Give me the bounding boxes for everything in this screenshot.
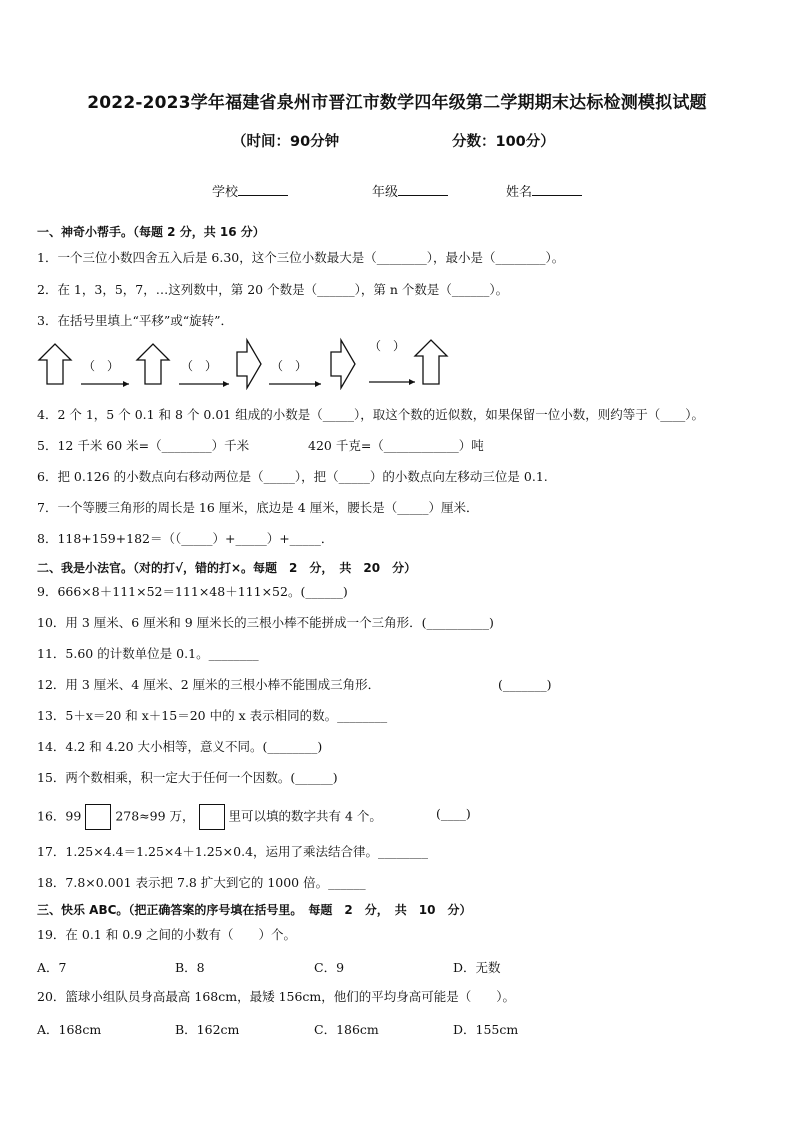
right-arrow-shape-2 xyxy=(331,340,355,388)
page-title: 2022-2023学年福建省泉州市晋江市数学四年级第二学期期末达标检测模拟试题 xyxy=(87,93,707,113)
question-15: 15．两个数相乘，积一定大于任何一个因数。(______) xyxy=(37,770,338,785)
section-2-heading: 二、我是小法官。（对的打√，错的打×。每题 2 分， 共 20 分） xyxy=(37,561,417,575)
right-arrow-shape-1 xyxy=(237,340,261,388)
paren-1: （ ） xyxy=(83,359,120,373)
move-arrow-4-head xyxy=(409,379,415,385)
grade-field xyxy=(372,181,448,200)
question-2: 2．在 1，3，5，7，…这列数中，第 20 个数是（______），第 n 个数是（______）。 xyxy=(37,282,509,297)
question-12: 12．用 3 厘米、4 厘米、2 厘米的三根小棒不能围成三角形． xyxy=(37,677,381,692)
q19-option-b[interactable]: B．8 xyxy=(175,960,205,975)
section-1-heading: 一、神奇小帮手。（每题 2 分，共 16 分） xyxy=(37,225,265,239)
question-14: 14．4.2 和 4.20 大小相等，意义不同。(________) xyxy=(37,739,323,754)
question-16-part-b: 278≈99 万， xyxy=(115,808,195,824)
q20-option-c[interactable]: C．186cm xyxy=(314,1022,379,1037)
question-18: 18．7.8×0.001 表示把 7.8 扩大到它的 1000 倍。______ xyxy=(37,875,366,890)
question-1: 1．一个三位小数四舍五入后是 6.30，这个三位小数最大是（________），最小是（________）。 xyxy=(37,250,565,265)
question-12-answer: (_______) xyxy=(498,677,552,692)
move-arrow-3-head xyxy=(315,381,321,387)
translation-rotation-figure xyxy=(37,336,457,390)
q20-option-d[interactable]: D．155cm xyxy=(453,1022,519,1037)
question-16-answer: (____) xyxy=(436,806,471,821)
question-8: 8．118+159+182＝（（_____）+_____）+_____． xyxy=(37,531,334,546)
move-arrow-1-head xyxy=(123,381,129,387)
q19-option-a[interactable]: A．7 xyxy=(37,960,67,975)
question-6: 6．把 0.126 的小数点向右移动两位是（_____），把（_____）的小数点向左移动三位是 0.1. xyxy=(37,469,548,484)
paren-4: （ ） xyxy=(369,339,406,353)
name-label: 姓名 xyxy=(506,185,533,200)
question-17: 17．1.25×4.4＝1.25×4＋1.25×0.4，运用了乘法结合律。________ xyxy=(37,844,429,859)
time-label: （时间：90分钟 xyxy=(232,134,340,150)
q20-option-a[interactable]: A．168cm xyxy=(37,1022,102,1037)
digit-box-2[interactable] xyxy=(199,804,225,830)
q19-option-d[interactable]: D．无数 xyxy=(453,960,501,975)
question-5b: 420 千克=（____________）吨 xyxy=(308,438,484,453)
grade-label: 年级 xyxy=(372,185,399,200)
question-9: 9．666×8＋111×52＝111×48＋111×52。(______) xyxy=(37,584,348,599)
school-label: 学校 xyxy=(212,185,239,200)
name-field xyxy=(506,181,582,200)
section-3-heading: 三、快乐 ABC。（把正确答案的序号填在括号里。 每题 2 分， 共 10 分） xyxy=(37,903,472,917)
up-arrow-shape-1 xyxy=(39,344,71,384)
question-10: 10．用 3 厘米、6 厘米和 9 厘米长的三根小棒不能拼成一个三角形．(__________) xyxy=(37,615,494,630)
score-label: 分数：100分） xyxy=(452,134,555,150)
question-4: 4．2 个 1，5 个 0.1 和 8 个 0.01 组成的小数是（_____），取这个数的近似数，如果保留一位小数，则约等于（____）。 xyxy=(37,407,704,422)
grade-blank[interactable] xyxy=(398,181,448,196)
name-blank[interactable] xyxy=(532,181,582,196)
school-field xyxy=(212,181,288,200)
question-13: 13．5＋x＝20 和 x＋15＝20 中的 x 表示相同的数。________ xyxy=(37,708,388,723)
question-11: 11．5.60 的计数单位是 0.1。________ xyxy=(37,646,259,661)
question-16 xyxy=(37,804,382,830)
up-arrow-shape-2 xyxy=(137,344,169,384)
question-20: 20．篮球小组队员身高最高 168cm，最矮 156cm，他们的平均身高可能是（ ）。 xyxy=(37,989,516,1004)
question-16-part-c: 里可以填的数字共有 4 个。 xyxy=(228,808,382,824)
question-16-part-a: 16．99 xyxy=(37,808,82,824)
paren-3: （ ） xyxy=(271,359,308,373)
paren-2: （ ） xyxy=(181,359,218,373)
question-7: 7．一个等腰三角形的周长是 16 厘米，底边是 4 厘米，腰长是（_____）厘米． xyxy=(37,500,479,515)
q20-option-b[interactable]: B．162cm xyxy=(175,1022,240,1037)
question-19: 19．在 0.1 和 0.9 之间的小数有（ ）个。 xyxy=(37,927,297,942)
digit-box-1[interactable] xyxy=(85,804,111,830)
move-arrow-2-head xyxy=(223,381,229,387)
question-3: 3．在括号里填上“平移”或“旋转”． xyxy=(37,313,234,328)
up-arrow-shape-3 xyxy=(415,340,447,384)
q19-option-c[interactable]: C．9 xyxy=(314,960,345,975)
school-blank[interactable] xyxy=(238,181,288,196)
question-5a: 5．12 千米 60 米=（________）千米 xyxy=(37,438,250,453)
